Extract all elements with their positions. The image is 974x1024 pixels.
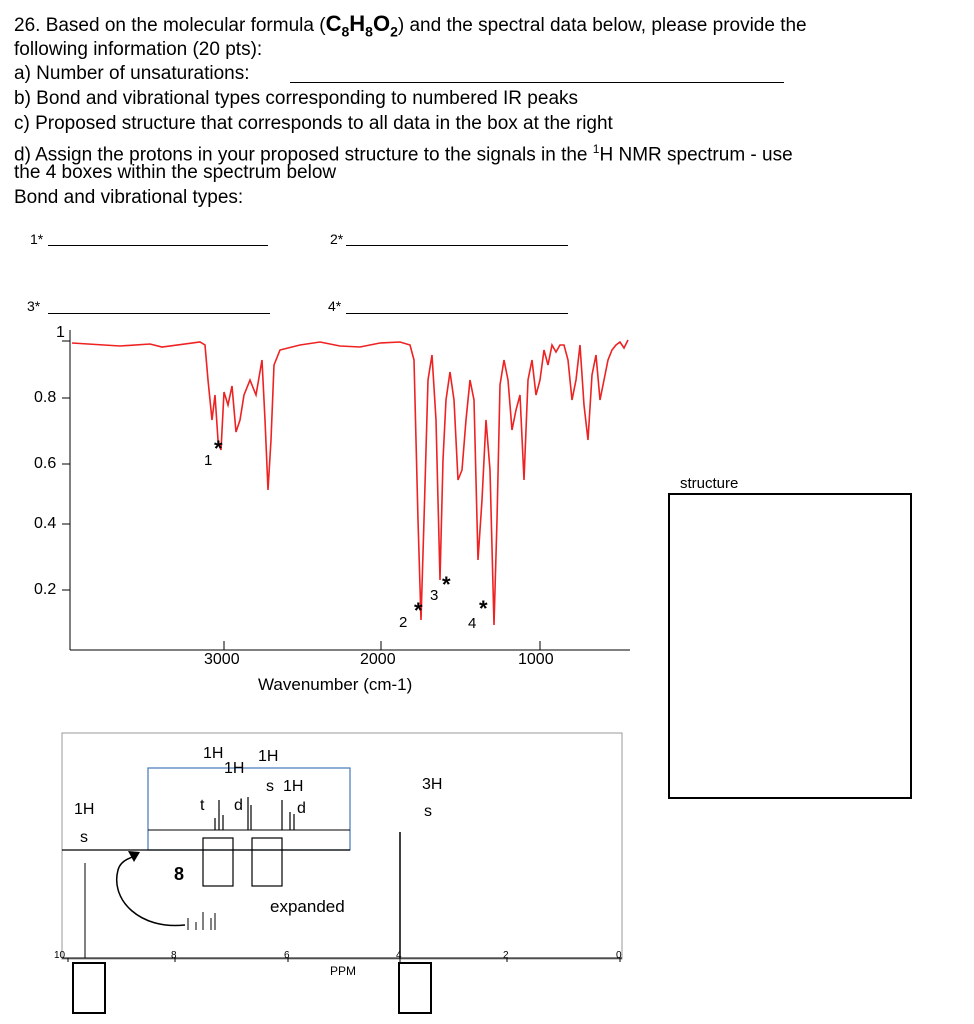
ir-peak-label-2: 2 (399, 614, 408, 631)
q-text: 26. Based on the molecular formula ( (14, 15, 326, 36)
nmr-xtick-4: 4 (396, 950, 402, 961)
nmr-mult-t: t (200, 797, 205, 814)
ir-xtick-3000: 3000 (204, 651, 240, 668)
structure-label: structure (680, 475, 739, 492)
nmr-expanded-label: expanded (270, 897, 345, 916)
ir-peak-label-3: 3 (430, 587, 439, 604)
ir-peak-label-1: 1 (204, 452, 213, 469)
nmr-answer-box-10ppm[interactable] (72, 962, 106, 1014)
nmr-int-s: 1H (258, 748, 279, 765)
answer-label-1: 1* (30, 231, 44, 247)
ir-peak-star-4: * (479, 596, 488, 621)
ir-peak-star-1: * (214, 436, 223, 461)
nmr-expanded-tick: 8 (174, 864, 185, 884)
nmr-arrow-head (128, 851, 140, 862)
nmr-aromatic-small (188, 912, 215, 930)
nmr-xtick-2: 2 (503, 950, 509, 961)
ir-xtick-2000: 2000 (360, 651, 396, 668)
nmr-mult-10ppm: s (80, 829, 88, 846)
nmr-int-d2: 1H (283, 778, 304, 795)
nmr-ppm-label: PPM (330, 964, 357, 978)
nmr-mult-3h: s (424, 803, 432, 820)
nmr-xtick-6: 6 (284, 950, 290, 961)
ir-peak-star-2: * (414, 598, 423, 623)
answer-label-3: 3* (27, 298, 41, 314)
f-cn: 8 (341, 23, 350, 40)
ir-ytick-0.4: 0.4 (34, 515, 57, 532)
nmr-answer-box-3ppm[interactable] (398, 962, 432, 1014)
question-line-2: following information (20 pts): (14, 39, 263, 60)
answer-label-2: 2* (330, 231, 344, 247)
ir-peak-label-4: 4 (468, 615, 477, 632)
question-b: b) Bond and vibrational types corresponding to numbered IR peaks (14, 88, 579, 109)
nmr-xtick-8: 8 (171, 950, 177, 961)
question-a: a) Number of unsaturations: (14, 63, 250, 84)
question-d-line-2: the 4 boxes within the spectrum below (14, 162, 337, 183)
ir-ytick-1: 1 (56, 324, 65, 341)
f-c: C (325, 11, 342, 36)
nmr-expanded-box (148, 768, 350, 850)
nmr-xtick-10: 10 (54, 950, 66, 961)
bond-types-heading: Bond and vibrational types: (14, 187, 244, 208)
nmr-int-10ppm: 1H (74, 801, 95, 818)
ir-ytick-0.8: 0.8 (34, 389, 57, 406)
nmr-expanded-peaks (215, 797, 294, 830)
d-pre: d) Assign the protons in your proposed structure to the signals in the (14, 144, 593, 166)
nmr-mult-d2: d (297, 800, 306, 817)
nmr-frame (62, 733, 622, 959)
q-text-suffix: ) and the spectral data below, please provide the (397, 15, 807, 36)
question-c: c) Proposed structure that corresponds to all data in the box at the right (14, 113, 613, 134)
ir-x-axis-label: Wavenumber (cm-1) (258, 675, 413, 694)
nmr-mult-s: s (266, 778, 274, 795)
nmr-int-3h: 3H (422, 776, 443, 793)
nmr-xtick-0: 0 (616, 950, 622, 961)
f-o: O (372, 11, 391, 36)
d-post: H NMR spectrum - use (599, 144, 793, 166)
ir-ytick-0.6: 0.6 (34, 455, 57, 472)
nmr-int-d1: 1H (224, 760, 245, 777)
ir-ytick-0.2: 0.2 (34, 581, 57, 598)
nmr-expanded-mini-box-2 (252, 838, 282, 886)
nmr-mult-d1: d (234, 797, 243, 814)
f-hn: 8 (365, 23, 373, 40)
d-sup: 1 (592, 142, 600, 156)
answer-label-4: 4* (328, 298, 342, 314)
ir-xtick-1000: 1000 (518, 651, 554, 668)
f-on: 2 (390, 23, 398, 40)
nmr-expanded-mini-box-1 (203, 838, 233, 886)
ir-peak-star-3: * (442, 572, 451, 597)
nmr-int-t: 1H (203, 745, 224, 762)
f-h: H (349, 11, 366, 36)
